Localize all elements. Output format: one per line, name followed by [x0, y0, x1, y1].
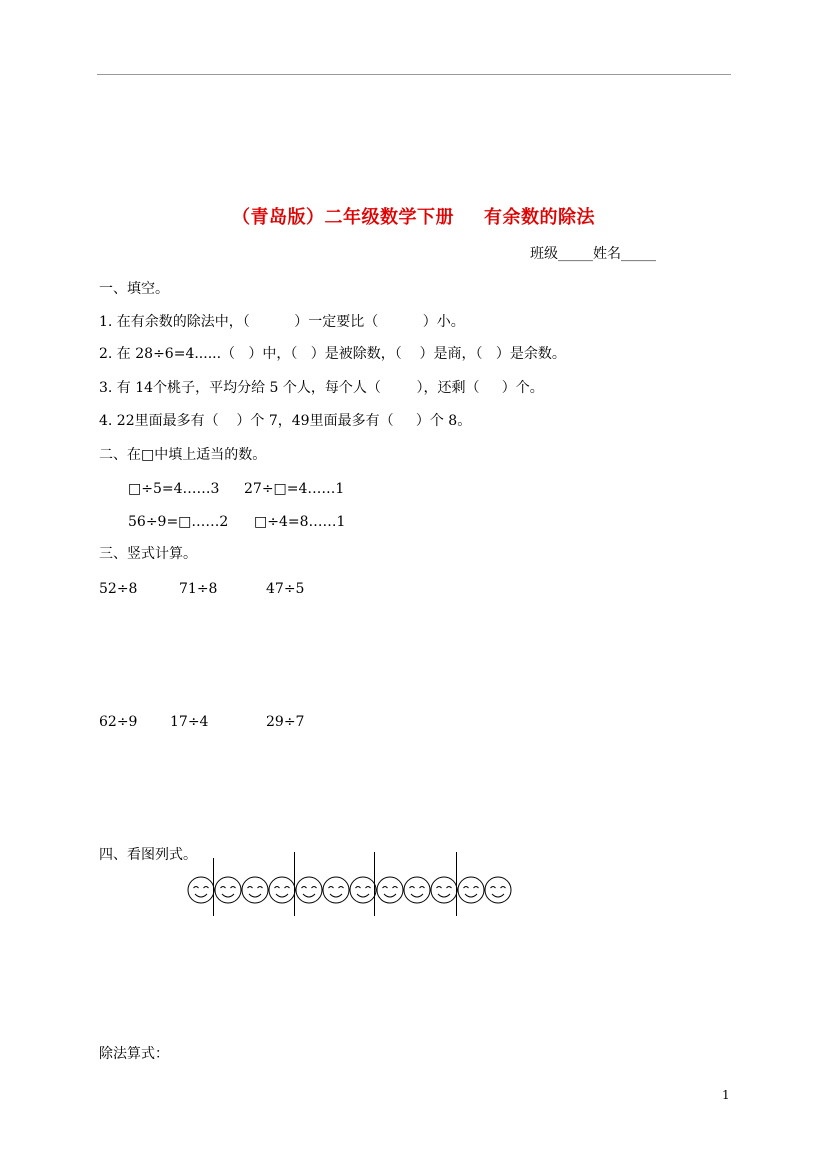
smiley-face-icon — [350, 877, 376, 903]
smiley-face-icon — [188, 877, 214, 903]
divider-line-2 — [294, 852, 295, 916]
section-picture-heading: 四、看图列式。 — [99, 847, 197, 863]
question-1: 1. 在有余数的除法中，（ ）一定要比（ ）小。 — [99, 314, 465, 330]
box-equation-1: □÷5=4……3 — [128, 481, 220, 497]
smiley-face-icon — [215, 877, 241, 903]
smiley-face-icon — [431, 877, 457, 903]
box-equation-2: 27÷□=4……1 — [244, 481, 345, 497]
smiley-face-icon — [296, 877, 322, 903]
question-2: 2. 在 28÷6=4......（ ）中，（ ）是被除数，（ ）是商，（ ）是余数。 — [99, 346, 566, 362]
calc-problem-1: 52÷8 — [99, 581, 138, 597]
calc-problem-4: 62÷9 — [99, 714, 138, 730]
page-number: 1 — [722, 1088, 730, 1102]
smiley-face-icon — [242, 877, 268, 903]
divider-line-1 — [213, 858, 214, 916]
calc-problem-6: 29÷7 — [266, 714, 305, 730]
box-equation-4: □÷4=8……1 — [254, 514, 346, 530]
smiley-face-row — [186, 874, 531, 906]
divider-line-3 — [374, 852, 375, 916]
section-fill-blank-heading: 一、填空。 — [99, 281, 169, 297]
smiley-face-icon — [323, 877, 349, 903]
section-vertical-calc-heading: 三、竖式计算。 — [99, 546, 197, 562]
smiley-face-icon — [404, 877, 430, 903]
calc-problem-3: 47÷5 — [266, 581, 305, 597]
calc-problem-5: 17÷4 — [170, 714, 209, 730]
division-expression-label: 除法算式： — [99, 1046, 169, 1062]
divider-line-4 — [456, 852, 457, 916]
smiley-face-icon — [485, 877, 511, 903]
smiley-face-icon — [377, 877, 403, 903]
smiley-face-icon — [458, 877, 484, 903]
title-series: （青岛版）二年级数学下册 — [232, 207, 454, 228]
calc-problem-2: 71÷8 — [179, 581, 218, 597]
title-topic: 有余数的除法 — [484, 207, 595, 228]
box-equation-3: 56÷9=□……2 — [128, 514, 229, 530]
smiley-face-icon — [269, 877, 295, 903]
class-name-line: 班级_____姓名_____ — [530, 246, 656, 262]
worksheet-title — [0, 209, 827, 227]
header-rule — [97, 74, 731, 75]
question-3: 3. 有 14个桃子，平均分给 5 个人，每个人（ ），还剩（ ）个。 — [99, 380, 544, 396]
section-fill-box-heading: 二、在□中填上适当的数。 — [99, 447, 267, 463]
question-4: 4. 22里面最多有（ ）个 7，49里面最多有（ ）个 8。 — [99, 413, 472, 429]
